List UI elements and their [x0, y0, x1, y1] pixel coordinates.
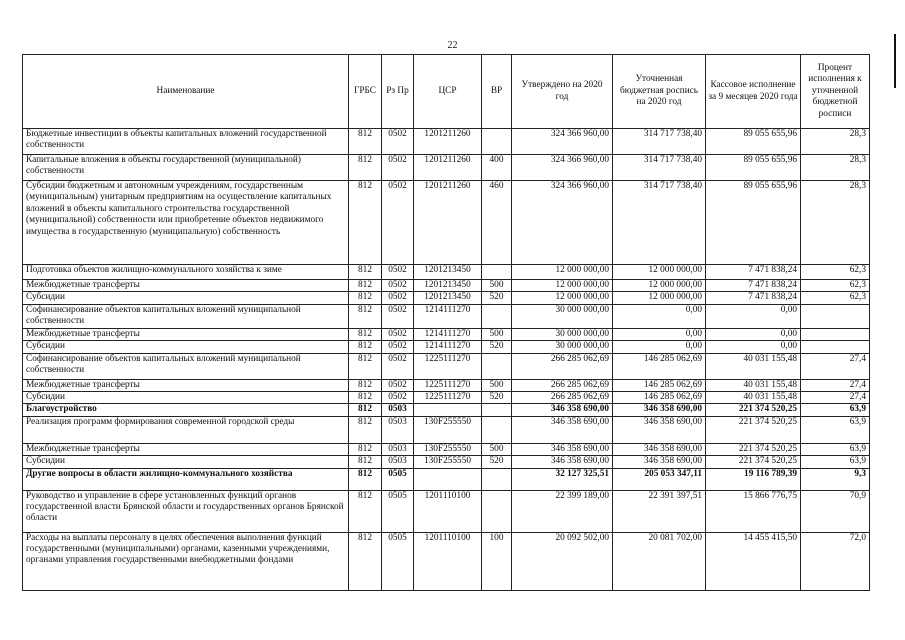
cell-percent: 72,0 [801, 532, 870, 590]
cell-refined: 12 000 000,00 [613, 265, 706, 280]
cell-rzpr: 0502 [382, 181, 414, 265]
cell-vr [482, 468, 512, 490]
cell-name: Межбюджетные трансферты [23, 328, 349, 340]
cell-refined: 346 358 690,00 [613, 456, 706, 468]
cell-name: Руководство и управление в сфере установленных функций органов государственной власти Брянской области и государственных органов Брянской области [23, 490, 349, 532]
cell-refined: 146 285 062,69 [613, 392, 706, 404]
cell-grbs: 812 [349, 443, 382, 455]
table-row [23, 280, 870, 292]
cell-rzpr: 0505 [382, 468, 414, 490]
cell-rzpr: 0502 [382, 129, 414, 155]
cell-approved: 30 000 000,00 [512, 341, 613, 353]
cell-vr [482, 490, 512, 532]
cell-vr: 520 [482, 292, 512, 304]
cell-csr: 1225111270 [414, 392, 482, 404]
cell-vr: 460 [482, 181, 512, 265]
cell-approved: 346 358 690,00 [512, 443, 613, 455]
cell-csr: 1201211260 [414, 129, 482, 155]
cell-vr [482, 129, 512, 155]
budget-table [22, 54, 870, 591]
cell-vr [482, 353, 512, 379]
cell-percent: 27,4 [801, 392, 870, 404]
cell-rzpr: 0502 [382, 341, 414, 353]
cell-percent: 63,9 [801, 416, 870, 443]
cell-rzpr: 0503 [382, 443, 414, 455]
cell-cash: 19 116 789,39 [706, 468, 801, 490]
cell-cash: 15 866 776,75 [706, 490, 801, 532]
table-row [23, 328, 870, 340]
cell-rzpr: 0502 [382, 392, 414, 404]
cell-refined: 22 391 397,51 [613, 490, 706, 532]
cell-grbs: 812 [349, 129, 382, 155]
cell-approved: 20 092 502,00 [512, 532, 613, 590]
table-row [23, 532, 870, 590]
cell-approved: 266 285 062,69 [512, 392, 613, 404]
cell-cash: 14 455 415,50 [706, 532, 801, 590]
cell-csr: 1201213450 [414, 265, 482, 280]
cell-name: Благоустройство [23, 404, 349, 416]
header-csr: ЦСР [414, 55, 482, 129]
cell-name: Субсидии [23, 292, 349, 304]
cell-percent: 63,9 [801, 404, 870, 416]
cell-csr: 1214111270 [414, 304, 482, 328]
cell-grbs: 812 [349, 304, 382, 328]
cell-vr: 500 [482, 328, 512, 340]
cell-refined: 314 717 738,40 [613, 155, 706, 181]
page-number: 22 [447, 40, 458, 51]
cell-grbs: 812 [349, 181, 382, 265]
table-row [23, 456, 870, 468]
cell-cash: 40 031 155,48 [706, 392, 801, 404]
cell-name: Софинансирование объектов капитальных вложений муниципальной собственности [23, 353, 349, 379]
cell-vr: 400 [482, 155, 512, 181]
cell-csr: 1225111270 [414, 379, 482, 391]
cell-vr: 500 [482, 379, 512, 391]
cell-csr: 1201110100 [414, 490, 482, 532]
cell-cash: 40 031 155,48 [706, 379, 801, 391]
cell-name: Субсидии [23, 456, 349, 468]
cell-approved: 12 000 000,00 [512, 280, 613, 292]
cell-csr: 1201213450 [414, 280, 482, 292]
cell-vr: 520 [482, 456, 512, 468]
cell-csr: 1214111270 [414, 328, 482, 340]
cell-refined: 146 285 062,69 [613, 353, 706, 379]
cell-grbs: 812 [349, 490, 382, 532]
table-row [23, 468, 870, 490]
cell-csr [414, 404, 482, 416]
cell-name: Подготовка объектов жилищно-коммунального хозяйства к зиме [23, 265, 349, 280]
cell-grbs: 812 [349, 392, 382, 404]
cell-grbs: 812 [349, 416, 382, 443]
table-row [23, 443, 870, 455]
header-refined: Уточненная бюджетная роспись на 2020 год [613, 55, 706, 129]
table-row [23, 181, 870, 265]
cell-cash: 221 374 520,25 [706, 456, 801, 468]
cell-csr: 130F255550 [414, 416, 482, 443]
margin-mark [894, 34, 896, 88]
cell-grbs: 812 [349, 532, 382, 590]
cell-rzpr: 0503 [382, 404, 414, 416]
table-row [23, 341, 870, 353]
table-row [23, 392, 870, 404]
cell-approved: 324 366 960,00 [512, 129, 613, 155]
header-vr: ВР [482, 55, 512, 129]
table-row [23, 155, 870, 181]
cell-cash: 89 055 655,96 [706, 155, 801, 181]
header-approved: Утверждено на 2020 год [512, 55, 613, 129]
cell-refined: 346 358 690,00 [613, 404, 706, 416]
cell-rzpr: 0505 [382, 532, 414, 590]
cell-grbs: 812 [349, 328, 382, 340]
cell-csr: 1214111270 [414, 341, 482, 353]
cell-percent: 62,3 [801, 280, 870, 292]
cell-percent: 28,3 [801, 155, 870, 181]
cell-vr: 100 [482, 532, 512, 590]
cell-name: Бюджетные инвестиции в объекты капитальных вложений государственной собственности [23, 129, 349, 155]
cell-approved: 324 366 960,00 [512, 155, 613, 181]
table-row [23, 404, 870, 416]
cell-name: Расходы на выплаты персоналу в целях обеспечения выполнения функций государственными (муниципальными) органами, казенными учреждениями, органами управления государственными внебюджетными фондами [23, 532, 349, 590]
table-row [23, 265, 870, 280]
cell-percent: 27,4 [801, 353, 870, 379]
table-row [23, 292, 870, 304]
cell-refined: 346 358 690,00 [613, 443, 706, 455]
cell-percent: 63,9 [801, 456, 870, 468]
cell-name: Капитальные вложения в объекты государственной (муниципальной) собственности [23, 155, 349, 181]
cell-percent: 9,3 [801, 468, 870, 490]
cell-percent: 62,3 [801, 265, 870, 280]
cell-percent [801, 304, 870, 328]
cell-approved: 346 358 690,00 [512, 456, 613, 468]
cell-grbs: 812 [349, 353, 382, 379]
cell-refined: 205 053 347,11 [613, 468, 706, 490]
cell-name: Субсидии [23, 341, 349, 353]
cell-rzpr: 0502 [382, 379, 414, 391]
cell-refined: 0,00 [613, 304, 706, 328]
cell-grbs: 812 [349, 265, 382, 280]
cell-refined: 346 358 690,00 [613, 416, 706, 443]
cell-cash: 0,00 [706, 304, 801, 328]
cell-percent: 28,3 [801, 129, 870, 155]
cell-cash: 7 471 838,24 [706, 265, 801, 280]
cell-rzpr: 0502 [382, 155, 414, 181]
cell-grbs: 812 [349, 292, 382, 304]
cell-vr [482, 265, 512, 280]
cell-rzpr: 0502 [382, 265, 414, 280]
cell-percent [801, 328, 870, 340]
cell-approved: 22 399 189,00 [512, 490, 613, 532]
cell-csr: 1201211260 [414, 155, 482, 181]
cell-percent: 70,9 [801, 490, 870, 532]
cell-name: Субсидии [23, 392, 349, 404]
cell-approved: 324 366 960,00 [512, 181, 613, 265]
cell-percent: 62,3 [801, 292, 870, 304]
cell-cash: 0,00 [706, 341, 801, 353]
cell-percent: 27,4 [801, 379, 870, 391]
cell-rzpr: 0502 [382, 304, 414, 328]
cell-vr: 500 [482, 280, 512, 292]
cell-percent: 63,9 [801, 443, 870, 455]
cell-approved: 346 358 690,00 [512, 404, 613, 416]
cell-approved: 266 285 062,69 [512, 379, 613, 391]
table-row [23, 416, 870, 443]
cell-cash: 221 374 520,25 [706, 416, 801, 443]
cell-name: Субсидии бюджетным и автономным учреждениям, государственным (муниципальным) унитарным предприятиям на осуществление капитальных вложений в объекты капитального строительства государственной (муниципальной) собственности или приобретение объектов недвижимого имущества в государственную (муниципальную) собственность [23, 181, 349, 265]
cell-grbs: 812 [349, 379, 382, 391]
header-name: Наименование [23, 55, 349, 129]
cell-grbs: 812 [349, 468, 382, 490]
cell-cash: 40 031 155,48 [706, 353, 801, 379]
cell-approved: 30 000 000,00 [512, 304, 613, 328]
table-row [23, 490, 870, 532]
cell-name: Реализация программ формирования современной городской среды [23, 416, 349, 443]
cell-grbs: 812 [349, 341, 382, 353]
cell-vr: 520 [482, 341, 512, 353]
cell-cash: 221 374 520,25 [706, 443, 801, 455]
cell-rzpr: 0505 [382, 490, 414, 532]
cell-csr: 1225111270 [414, 353, 482, 379]
cell-csr [414, 468, 482, 490]
header-rzpr: Рз Пр [382, 55, 414, 129]
cell-refined: 20 081 702,00 [613, 532, 706, 590]
cell-approved: 32 127 325,51 [512, 468, 613, 490]
cell-csr: 130F255550 [414, 456, 482, 468]
cell-approved: 12 000 000,00 [512, 265, 613, 280]
cell-name: Межбюджетные трансферты [23, 379, 349, 391]
cell-cash: 89 055 655,96 [706, 181, 801, 265]
header-cash: Кассовое исполнение за 9 месяцев 2020 года [706, 55, 801, 129]
cell-vr [482, 404, 512, 416]
cell-csr: 1201110100 [414, 532, 482, 590]
cell-refined: 12 000 000,00 [613, 280, 706, 292]
table-row [23, 304, 870, 328]
table-header-row [23, 55, 870, 129]
cell-vr [482, 304, 512, 328]
cell-name: Другие вопросы в области жилищно-коммунального хозяйства [23, 468, 349, 490]
table-row [23, 353, 870, 379]
cell-csr: 130F255550 [414, 443, 482, 455]
cell-approved: 30 000 000,00 [512, 328, 613, 340]
header-percent: Процент исполнения к уточненной бюджетной росписи [801, 55, 870, 129]
cell-vr [482, 416, 512, 443]
cell-csr: 1201213450 [414, 292, 482, 304]
table-body [23, 129, 870, 591]
cell-cash: 7 471 838,24 [706, 280, 801, 292]
cell-grbs: 812 [349, 456, 382, 468]
cell-csr: 1201211260 [414, 181, 482, 265]
cell-cash: 0,00 [706, 328, 801, 340]
table-row [23, 379, 870, 391]
cell-grbs: 812 [349, 155, 382, 181]
header-grbs: ГРБС [349, 55, 382, 129]
cell-rzpr: 0502 [382, 328, 414, 340]
cell-approved: 266 285 062,69 [512, 353, 613, 379]
cell-refined: 146 285 062,69 [613, 379, 706, 391]
cell-vr: 500 [482, 443, 512, 455]
cell-rzpr: 0502 [382, 280, 414, 292]
cell-rzpr: 0503 [382, 456, 414, 468]
cell-name: Софинансирование объектов капитальных вложений муниципальной собственности [23, 304, 349, 328]
cell-name: Межбюджетные трансферты [23, 280, 349, 292]
cell-percent [801, 341, 870, 353]
table-row [23, 129, 870, 155]
cell-refined: 0,00 [613, 341, 706, 353]
cell-cash: 7 471 838,24 [706, 292, 801, 304]
cell-rzpr: 0503 [382, 416, 414, 443]
cell-refined: 314 717 738,40 [613, 129, 706, 155]
cell-refined: 314 717 738,40 [613, 181, 706, 265]
cell-cash: 221 374 520,25 [706, 404, 801, 416]
cell-refined: 12 000 000,00 [613, 292, 706, 304]
cell-approved: 12 000 000,00 [512, 292, 613, 304]
cell-approved: 346 358 690,00 [512, 416, 613, 443]
cell-grbs: 812 [349, 404, 382, 416]
cell-rzpr: 0502 [382, 292, 414, 304]
cell-cash: 89 055 655,96 [706, 129, 801, 155]
cell-percent: 28,3 [801, 181, 870, 265]
cell-refined: 0,00 [613, 328, 706, 340]
cell-rzpr: 0502 [382, 353, 414, 379]
cell-name: Межбюджетные трансферты [23, 443, 349, 455]
cell-vr: 520 [482, 392, 512, 404]
cell-grbs: 812 [349, 280, 382, 292]
